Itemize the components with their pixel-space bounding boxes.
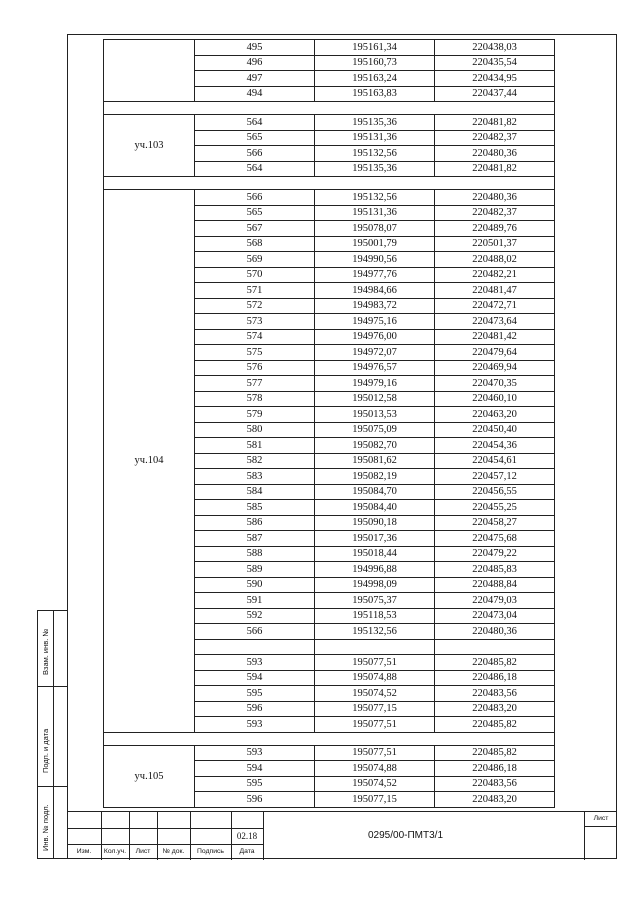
point-number-cell: 567: [195, 221, 315, 237]
separator-cell: [104, 732, 555, 745]
side-stamp: [37, 610, 68, 859]
tb-header-date: Дата: [239, 848, 255, 855]
point-number-cell: 595: [195, 686, 315, 702]
section-label: [104, 40, 195, 102]
y-coordinate-cell: 220481,47: [435, 283, 555, 299]
point-number-cell: 593: [195, 655, 315, 671]
y-coordinate-cell: 220481,82: [435, 115, 555, 131]
y-coordinate-cell: 220483,20: [435, 792, 555, 808]
x-coordinate-cell: 195090,18: [315, 515, 435, 531]
point-number-cell: 581: [195, 438, 315, 454]
section-label: уч.104: [104, 190, 195, 733]
x-coordinate-cell: 195077,51: [315, 717, 435, 733]
point-number-cell: 574: [195, 329, 315, 345]
y-coordinate-cell: 220480,36: [435, 624, 555, 640]
y-coordinate-cell: 220483,56: [435, 776, 555, 792]
point-number-cell: 576: [195, 360, 315, 376]
side-cell-swap: [38, 611, 67, 687]
side-label-signed: Подп. и дата: [41, 728, 50, 773]
x-coordinate-cell: 195132,56: [315, 146, 435, 162]
x-coordinate-cell: 195078,07: [315, 221, 435, 237]
y-coordinate-cell: [435, 639, 555, 655]
x-coordinate-cell: 195118,53: [315, 608, 435, 624]
y-coordinate-cell: 220473,04: [435, 608, 555, 624]
table-row: [104, 190, 555, 206]
y-coordinate-cell: 220472,71: [435, 298, 555, 314]
y-coordinate-cell: 220454,61: [435, 453, 555, 469]
point-number-cell: 580: [195, 422, 315, 438]
x-coordinate-cell: 194984,66: [315, 283, 435, 299]
y-coordinate-cell: 220434,95: [435, 71, 555, 87]
y-coordinate-cell: 220480,36: [435, 190, 555, 206]
x-coordinate-cell: 195074,88: [315, 670, 435, 686]
x-coordinate-cell: [315, 639, 435, 655]
point-number-cell: 577: [195, 376, 315, 392]
y-coordinate-cell: 220457,12: [435, 469, 555, 485]
table-row: [104, 115, 555, 131]
section-separator-row: [104, 732, 555, 745]
point-number-cell: 596: [195, 701, 315, 717]
x-coordinate-cell: 194990,56: [315, 252, 435, 268]
point-number-cell: 497: [195, 71, 315, 87]
point-number-cell: 570: [195, 267, 315, 283]
x-coordinate-cell: 195075,09: [315, 422, 435, 438]
table-row: [104, 40, 555, 56]
y-coordinate-cell: 220501,37: [435, 236, 555, 252]
y-coordinate-cell: 220479,22: [435, 546, 555, 562]
x-coordinate-cell: 195081,62: [315, 453, 435, 469]
x-coordinate-cell: 195013,53: [315, 407, 435, 423]
side-cell-inventory: [38, 787, 67, 858]
y-coordinate-cell: 220488,84: [435, 577, 555, 593]
section-separator-row: [104, 177, 555, 190]
x-coordinate-cell: 194983,72: [315, 298, 435, 314]
x-coordinate-cell: 195017,36: [315, 531, 435, 547]
tb-header-docnum: № док.: [162, 848, 185, 855]
y-coordinate-cell: 220482,21: [435, 267, 555, 283]
x-coordinate-cell: 195074,52: [315, 776, 435, 792]
tb-row-line-2: [67, 844, 263, 845]
document-code: 0295/00-ПМТ3/1: [368, 830, 444, 841]
y-coordinate-cell: 220458,27: [435, 515, 555, 531]
x-coordinate-cell: 194972,07: [315, 345, 435, 361]
y-coordinate-cell: 220481,82: [435, 161, 555, 177]
x-coordinate-cell: 194976,00: [315, 329, 435, 345]
x-coordinate-cell: 195161,34: [315, 40, 435, 56]
y-coordinate-cell: 220483,56: [435, 686, 555, 702]
x-coordinate-cell: 195082,70: [315, 438, 435, 454]
section-label: уч.103: [104, 115, 195, 177]
y-coordinate-cell: 220475,68: [435, 531, 555, 547]
x-coordinate-cell: 195018,44: [315, 546, 435, 562]
x-coordinate-cell: 195075,37: [315, 593, 435, 609]
point-number-cell: 591: [195, 593, 315, 609]
point-number-cell: 568: [195, 236, 315, 252]
point-number-cell: 596: [195, 792, 315, 808]
point-number-cell: 593: [195, 745, 315, 761]
y-coordinate-cell: 220483,20: [435, 701, 555, 717]
point-number-cell: 586: [195, 515, 315, 531]
side-label-swap: Взам. инв. №: [41, 628, 50, 675]
x-coordinate-cell: 195163,83: [315, 86, 435, 102]
x-coordinate-cell: 194979,16: [315, 376, 435, 392]
x-coordinate-cell: 195160,73: [315, 55, 435, 71]
y-coordinate-cell: 220450,40: [435, 422, 555, 438]
separator-cell: [104, 102, 555, 115]
point-number-cell: 572: [195, 298, 315, 314]
point-number-cell: 588: [195, 546, 315, 562]
x-coordinate-cell: 195077,51: [315, 745, 435, 761]
x-coordinate-cell: 195012,58: [315, 391, 435, 407]
side-cell-signed: [38, 687, 67, 787]
y-coordinate-cell: 220486,18: [435, 761, 555, 777]
y-coordinate-cell: 220456,55: [435, 484, 555, 500]
point-number-cell: 594: [195, 670, 315, 686]
x-coordinate-cell: 195131,36: [315, 205, 435, 221]
y-coordinate-cell: 220486,18: [435, 670, 555, 686]
x-coordinate-cell: 194977,76: [315, 267, 435, 283]
y-coordinate-cell: 220473,64: [435, 314, 555, 330]
x-coordinate-cell: 195077,15: [315, 792, 435, 808]
x-coordinate-cell: 195135,36: [315, 161, 435, 177]
tb-header-count: Кол.уч.: [103, 848, 127, 855]
point-number-cell: 565: [195, 130, 315, 146]
y-coordinate-cell: 220481,42: [435, 329, 555, 345]
point-number-cell: 573: [195, 314, 315, 330]
point-number-cell: 566: [195, 146, 315, 162]
x-coordinate-cell: 194998,09: [315, 577, 435, 593]
y-coordinate-cell: 220470,35: [435, 376, 555, 392]
point-number-cell: 565: [195, 205, 315, 221]
x-coordinate-cell: 195132,56: [315, 624, 435, 640]
table-row: [104, 745, 555, 761]
y-coordinate-cell: 220479,64: [435, 345, 555, 361]
point-number-cell: 587: [195, 531, 315, 547]
coordinates-table-body: [104, 40, 555, 808]
tb-date-value: 02.18: [236, 831, 258, 841]
x-coordinate-cell: 194975,16: [315, 314, 435, 330]
point-number-cell: 566: [195, 190, 315, 206]
point-number-cell: 582: [195, 453, 315, 469]
x-coordinate-cell: 195163,24: [315, 71, 435, 87]
point-number-cell: 585: [195, 500, 315, 516]
tb-header-signature: Подпись: [197, 848, 224, 855]
y-coordinate-cell: 220460,10: [435, 391, 555, 407]
y-coordinate-cell: 220479,03: [435, 593, 555, 609]
point-number-cell: 564: [195, 161, 315, 177]
y-coordinate-cell: 220488,02: [435, 252, 555, 268]
section-separator-row: [104, 102, 555, 115]
point-number-cell: 593: [195, 717, 315, 733]
x-coordinate-cell: 195077,15: [315, 701, 435, 717]
coordinates-table: [103, 39, 555, 808]
point-number-cell: 569: [195, 252, 315, 268]
y-coordinate-cell: 220437,44: [435, 86, 555, 102]
y-coordinate-cell: 220489,76: [435, 221, 555, 237]
point-number-cell: 564: [195, 115, 315, 131]
x-coordinate-cell: 195131,36: [315, 130, 435, 146]
point-number-cell: 571: [195, 283, 315, 299]
x-coordinate-cell: 195132,56: [315, 190, 435, 206]
point-number-cell: 590: [195, 577, 315, 593]
point-number-cell: 566: [195, 624, 315, 640]
point-number-cell: 592: [195, 608, 315, 624]
tb-col-line-6: [263, 812, 264, 860]
point-number-cell: 496: [195, 55, 315, 71]
point-number-cell: 494: [195, 86, 315, 102]
x-coordinate-cell: 195074,88: [315, 761, 435, 777]
tb-sheet-label: Лист: [593, 815, 609, 822]
y-coordinate-cell: 220485,82: [435, 745, 555, 761]
point-number-cell: 575: [195, 345, 315, 361]
x-coordinate-cell: 195077,51: [315, 655, 435, 671]
point-number-cell: 595: [195, 776, 315, 792]
y-coordinate-cell: 220455,25: [435, 500, 555, 516]
x-coordinate-cell: 195001,79: [315, 236, 435, 252]
point-number-cell: 495: [195, 40, 315, 56]
side-label-inventory: Инв. № подл.: [41, 804, 50, 851]
x-coordinate-cell: 194976,57: [315, 360, 435, 376]
x-coordinate-cell: 195074,52: [315, 686, 435, 702]
y-coordinate-cell: 220485,82: [435, 655, 555, 671]
point-number-cell: 583: [195, 469, 315, 485]
separator-cell: [104, 177, 555, 190]
y-coordinate-cell: 220438,03: [435, 40, 555, 56]
tb-header-change: Изм.: [76, 848, 92, 855]
point-number-cell: [195, 639, 315, 655]
tb-row-line-1: [67, 828, 263, 829]
x-coordinate-cell: 195082,19: [315, 469, 435, 485]
point-number-cell: 589: [195, 562, 315, 578]
x-coordinate-cell: 195135,36: [315, 115, 435, 131]
y-coordinate-cell: 220463,20: [435, 407, 555, 423]
y-coordinate-cell: 220482,37: [435, 130, 555, 146]
x-coordinate-cell: 194996,88: [315, 562, 435, 578]
point-number-cell: 578: [195, 391, 315, 407]
x-coordinate-cell: 195084,40: [315, 500, 435, 516]
point-number-cell: 584: [195, 484, 315, 500]
point-number-cell: 579: [195, 407, 315, 423]
y-coordinate-cell: 220454,36: [435, 438, 555, 454]
y-coordinate-cell: 220469,94: [435, 360, 555, 376]
section-label: уч.105: [104, 745, 195, 807]
point-number-cell: 594: [195, 761, 315, 777]
y-coordinate-cell: 220485,83: [435, 562, 555, 578]
title-block: [67, 811, 617, 859]
x-coordinate-cell: 195084,70: [315, 484, 435, 500]
y-coordinate-cell: 220480,36: [435, 146, 555, 162]
y-coordinate-cell: 220485,82: [435, 717, 555, 733]
y-coordinate-cell: 220482,37: [435, 205, 555, 221]
y-coordinate-cell: 220435,54: [435, 55, 555, 71]
tb-header-sheet: Лист: [135, 848, 151, 855]
tb-sheet-line: [584, 826, 617, 827]
